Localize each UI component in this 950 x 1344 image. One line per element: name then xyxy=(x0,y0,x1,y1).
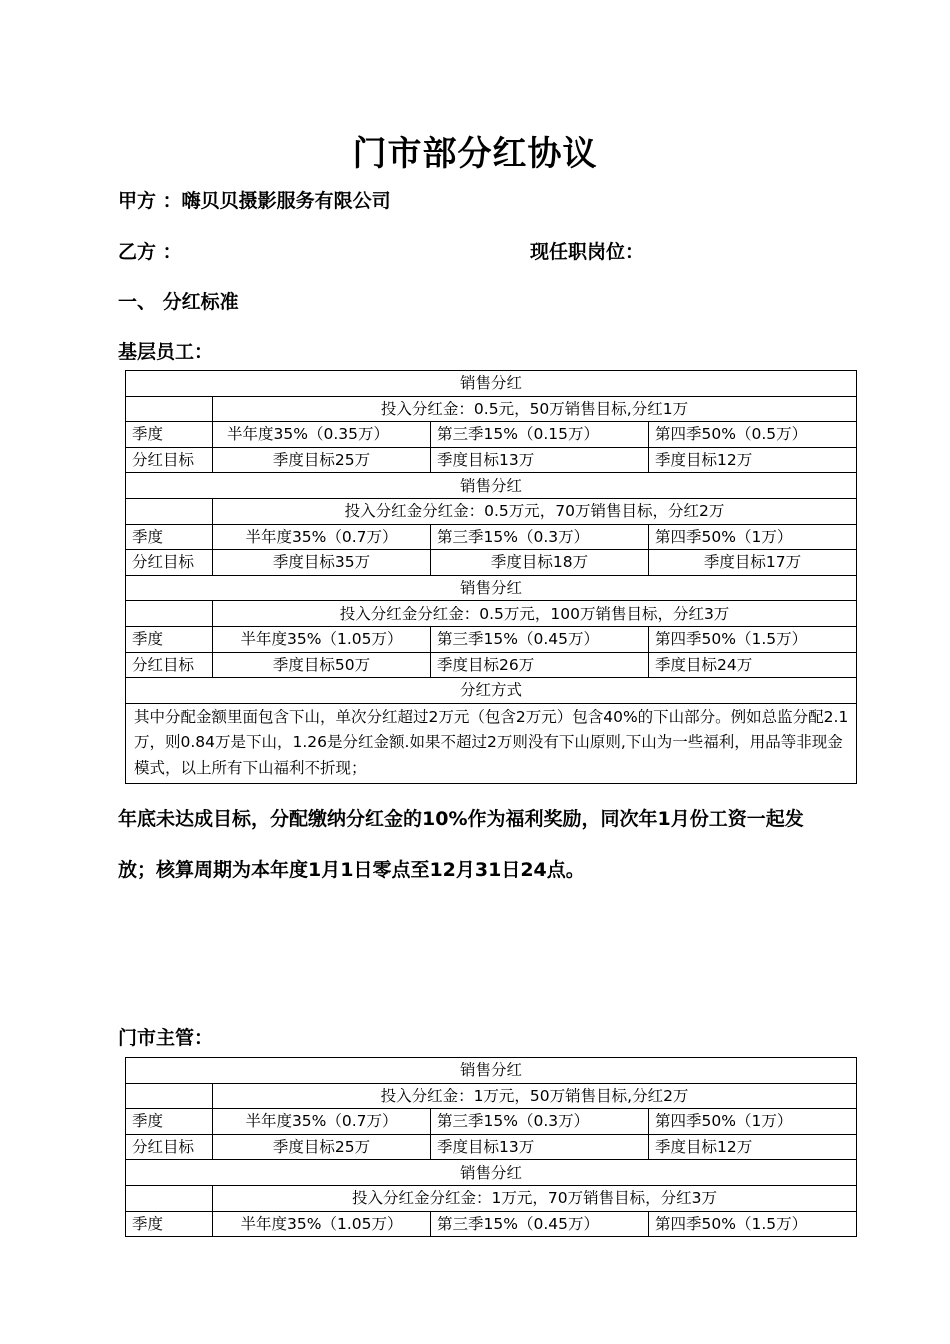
method-text: 其中分配金额里面包含下山，单次分红超过2万元（包含2万元）包含40%的下山部分。例如总监分配2.1万，则0.84万是下山，1.26是分红金额.如果不超过2万则没有下山原则,下山为一些福利，用品等非现金模式，以上所有下山福利不折现； xyxy=(126,703,857,783)
section-heading: 一、 分红标准 xyxy=(118,291,239,313)
season-cell: 第三季15%（0.15万） xyxy=(431,422,649,448)
target-cell: 季度目标26万 xyxy=(431,652,649,678)
season-cell: 第四季50%（1.5万） xyxy=(649,626,857,652)
invest-terms: 投入分红金：1万元，50万销售目标,分红2万 xyxy=(213,1083,857,1109)
table-row xyxy=(126,626,857,652)
year-end-note: 年底未达成目标，分配缴纳分红金的10%作为福利奖励，同次年1月份工资一起发放；核算周期为本年度1月1日零点至12月31日24点。 xyxy=(118,808,804,881)
table-row xyxy=(126,1160,857,1186)
season-cell: 半年度35%（1.05万） xyxy=(213,1211,431,1237)
method-header: 分红方式 xyxy=(126,678,857,704)
table-row xyxy=(126,1185,857,1211)
block-header: 销售分红 xyxy=(126,1160,857,1186)
target-cell: 季度目标25万 xyxy=(213,447,431,473)
season-label: 季度 xyxy=(126,1211,213,1237)
target-label: 分红目标 xyxy=(126,550,213,576)
table-row xyxy=(126,498,857,524)
season-label: 季度 xyxy=(126,524,213,550)
season-cell: 第三季15%（0.3万） xyxy=(431,524,649,550)
position-label: 现任职岗位： xyxy=(530,241,645,263)
table-row xyxy=(126,396,857,422)
block-header: 销售分红 xyxy=(126,371,857,397)
manager-bonus-table xyxy=(125,1057,857,1237)
party-b: 乙方 ： xyxy=(118,241,182,263)
staff-label: 基层员工： xyxy=(118,341,214,363)
table-row xyxy=(126,652,857,678)
invest-terms: 投入分红金：0.5元，50万销售目标,分红1万 xyxy=(213,396,857,422)
season-label: 季度 xyxy=(126,1109,213,1135)
target-cell: 季度目标35万 xyxy=(213,550,431,576)
season-cell: 半年度35%（0.7万） xyxy=(213,524,431,550)
table-row xyxy=(126,575,857,601)
table-row xyxy=(126,422,857,448)
season-cell: 半年度35%（1.05万） xyxy=(213,626,431,652)
table-row xyxy=(126,601,857,627)
table-row xyxy=(126,473,857,499)
target-label: 分红目标 xyxy=(126,652,213,678)
season-label: 季度 xyxy=(126,626,213,652)
season-cell: 第四季50%（1万） xyxy=(649,524,857,550)
season-label: 季度 xyxy=(126,422,213,448)
invest-terms: 投入分红金分红金：0.5万元，70万销售目标，分红2万 xyxy=(213,498,857,524)
season-cell: 第三季15%（0.3万） xyxy=(431,1109,649,1135)
staff-bonus-table xyxy=(125,370,857,784)
target-label: 分红目标 xyxy=(126,1134,213,1160)
block-header: 销售分红 xyxy=(126,575,857,601)
invest-terms: 投入分红金分红金：1万元，70万销售目标，分红3万 xyxy=(213,1185,857,1211)
table-row xyxy=(126,1211,857,1237)
target-cell: 季度目标13万 xyxy=(431,1134,649,1160)
season-cell: 第三季15%（0.45万） xyxy=(431,1211,649,1237)
manager-label: 门市主管： xyxy=(118,1027,214,1049)
season-cell: 半年度35%（0.7万） xyxy=(213,1109,431,1135)
target-label: 分红目标 xyxy=(126,447,213,473)
invest-terms: 投入分红金分红金：0.5万元，100万销售目标，分红3万 xyxy=(213,601,857,627)
target-cell: 季度目标18万 xyxy=(431,550,649,576)
table-row xyxy=(126,1058,857,1084)
target-cell: 季度目标13万 xyxy=(431,447,649,473)
table-row xyxy=(126,524,857,550)
table-row xyxy=(126,550,857,576)
block-header: 销售分红 xyxy=(126,1058,857,1084)
table-row xyxy=(126,447,857,473)
target-cell: 季度目标17万 xyxy=(649,550,857,576)
target-cell: 季度目标50万 xyxy=(213,652,431,678)
season-cell: 半年度35%（0.35万） xyxy=(213,422,431,448)
table-row xyxy=(126,1083,857,1109)
target-cell: 季度目标24万 xyxy=(649,652,857,678)
table-row xyxy=(126,678,857,704)
target-cell: 季度目标12万 xyxy=(649,447,857,473)
table-row xyxy=(126,1134,857,1160)
season-cell: 第三季15%（0.45万） xyxy=(431,626,649,652)
season-cell: 第四季50%（0.5万） xyxy=(649,422,857,448)
party-a: 甲方 ：嗨贝贝摄影服务有限公司 xyxy=(118,190,391,212)
season-cell: 第四季50%（1万） xyxy=(649,1109,857,1135)
target-cell: 季度目标25万 xyxy=(213,1134,431,1160)
table-row xyxy=(126,1109,857,1135)
target-cell: 季度目标12万 xyxy=(649,1134,857,1160)
block-header: 销售分红 xyxy=(126,473,857,499)
table-row xyxy=(126,371,857,397)
document-title: 门市部分红协议 xyxy=(352,134,598,174)
season-cell: 第四季50%（1.5万） xyxy=(649,1211,857,1237)
table-row xyxy=(126,703,857,783)
